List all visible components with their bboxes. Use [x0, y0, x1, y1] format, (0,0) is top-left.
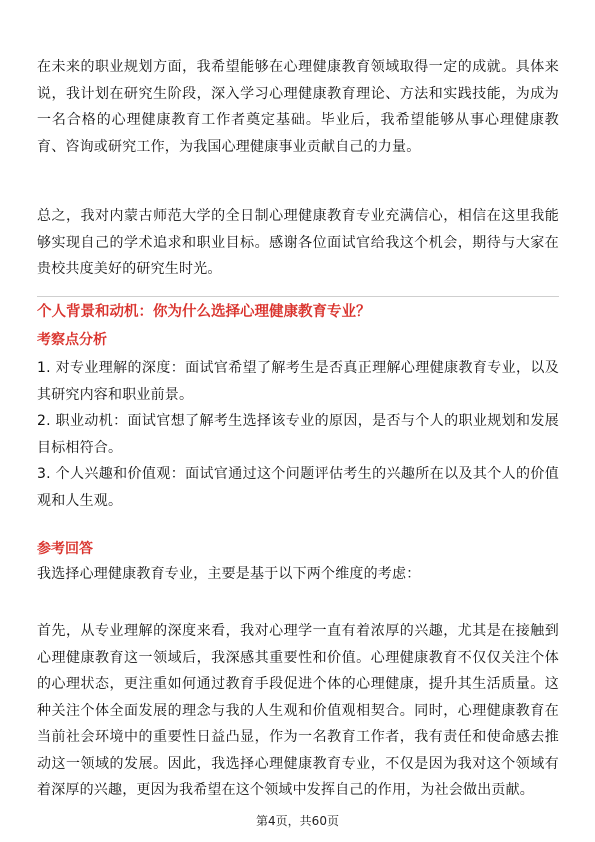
analysis-label: 考察点分析: [37, 332, 107, 348]
list-item: 2. 职业动机：面试官想了解考生选择该专业的原因，是否与个人的职业规划和发展目标相符合。: [37, 413, 559, 456]
reference-label: 参考回答: [37, 541, 93, 557]
analysis-list: [37, 355, 559, 514]
list-item: 1. 对专业理解的深度：面试官希望了解考生是否真正理解心理健康教育专业，以及其研究内容和职业前景。: [37, 360, 559, 403]
question-heading: 个人背景和动机：你为什么选择心理健康教育专业？: [37, 304, 371, 320]
reference-body: 首先，从专业理解的深度来看，我对心理学一直有着浓厚的兴趣，尤其是在接触到心理健康教育这一领域后，我深感其重要性和价值。心理健康教育不仅仅关注个体的心理状态，更注重如何通过教育手段促进个体的心理健康，提升其生活质量。这种关注个体全面发展的理念与我的人生观和价值观相契合。同时，心理健康教育在当前社会环境中的重要性日益凸显，作为一名教育工作者，我有责任和使命感去推动这一领域的发展。因此，我选择心理健康教育专业，不仅是因为我对这个领域有着深厚的兴趣，更因为我希望在这个领域中发挥自己的作用，为社会做出贡献。: [37, 623, 559, 798]
page-number-footer: 第4页，共60页: [256, 814, 339, 828]
paragraph-conclusion: 总之，我对内蒙古师范大学的全日制心理健康教育专业充满信心，相信在这里我能够实现自己的学术追求和职业目标。感谢各位面试官给我这个机会，期待与大家在贵校共度美好的研究生时光。: [37, 208, 559, 277]
list-item: 3. 个人兴趣和价值观：面试官通过这个问题评估考生的兴趣所在以及其个人的价值观和人生观。: [37, 466, 559, 509]
reference-intro: 我选择心理健康教育专业，主要是基于以下两个维度的考虑：: [37, 566, 421, 582]
section-divider: [37, 296, 559, 297]
paragraph-career-plan: 在未来的职业规划方面，我希望能够在心理健康教育领域取得一定的成就。具体来说，我计划在研究生阶段，深入学习心理健康教育理论、方法和实践技能，为成为一名合格的心理健康教育工作者奠定基础。毕业后，我希望能够从事心理健康教育、咨询或研究工作，为我国心理健康事业贡献自己的力量。: [37, 59, 559, 155]
